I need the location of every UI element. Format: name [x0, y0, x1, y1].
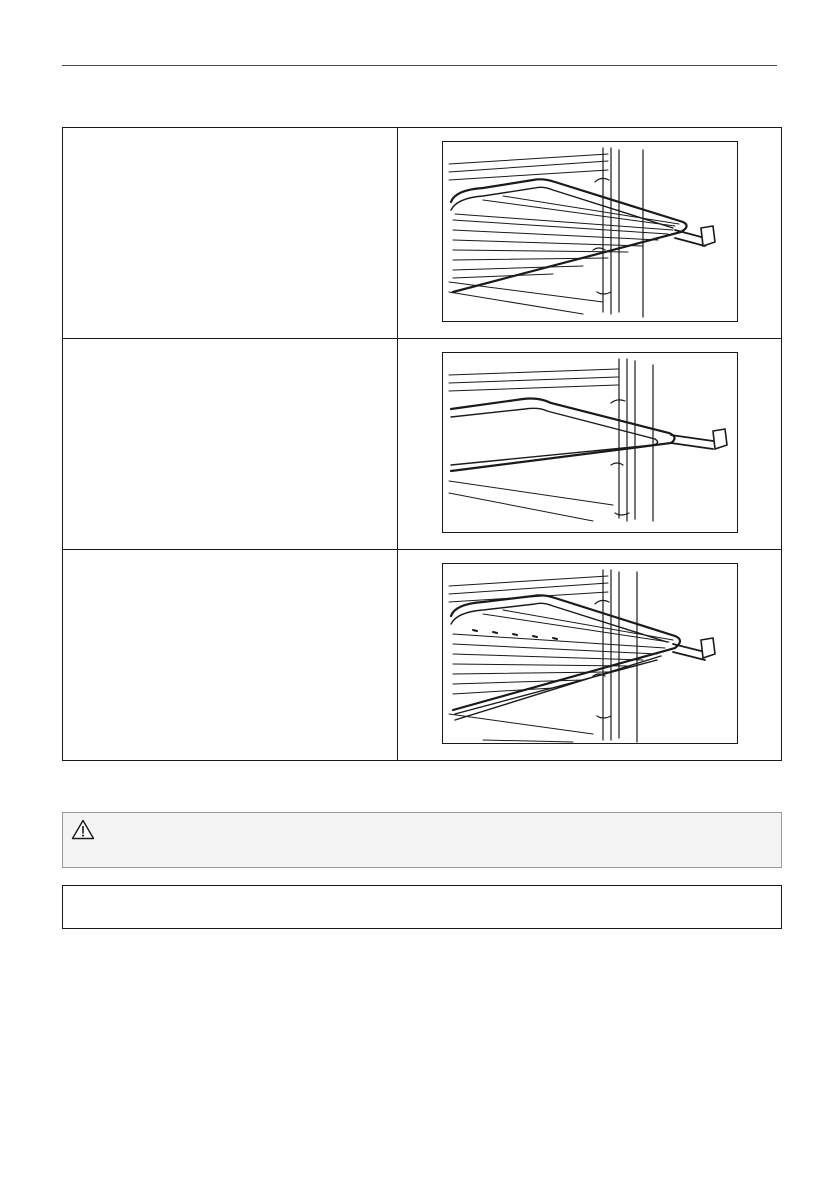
- row-1-image-cell: [398, 128, 782, 339]
- table-row: [63, 339, 782, 550]
- rack-insertion-table: [62, 127, 782, 761]
- wire-shelf-with-tray-illustration: [442, 563, 738, 744]
- row-2-image-cell: [398, 339, 782, 550]
- table-row: [63, 128, 782, 339]
- warning-triangle-icon: [71, 819, 95, 840]
- warning-box: [62, 812, 782, 868]
- table-row: [63, 550, 782, 761]
- row-3-image-cell: [398, 550, 782, 761]
- wire-shelf-illustration: [442, 141, 738, 322]
- row-2-text: [63, 339, 398, 550]
- baking-tray-illustration: [442, 352, 738, 533]
- row-1-text: [63, 128, 398, 339]
- row-3-text: [63, 550, 398, 761]
- note-box: [62, 885, 782, 929]
- header-rule: [62, 65, 777, 66]
